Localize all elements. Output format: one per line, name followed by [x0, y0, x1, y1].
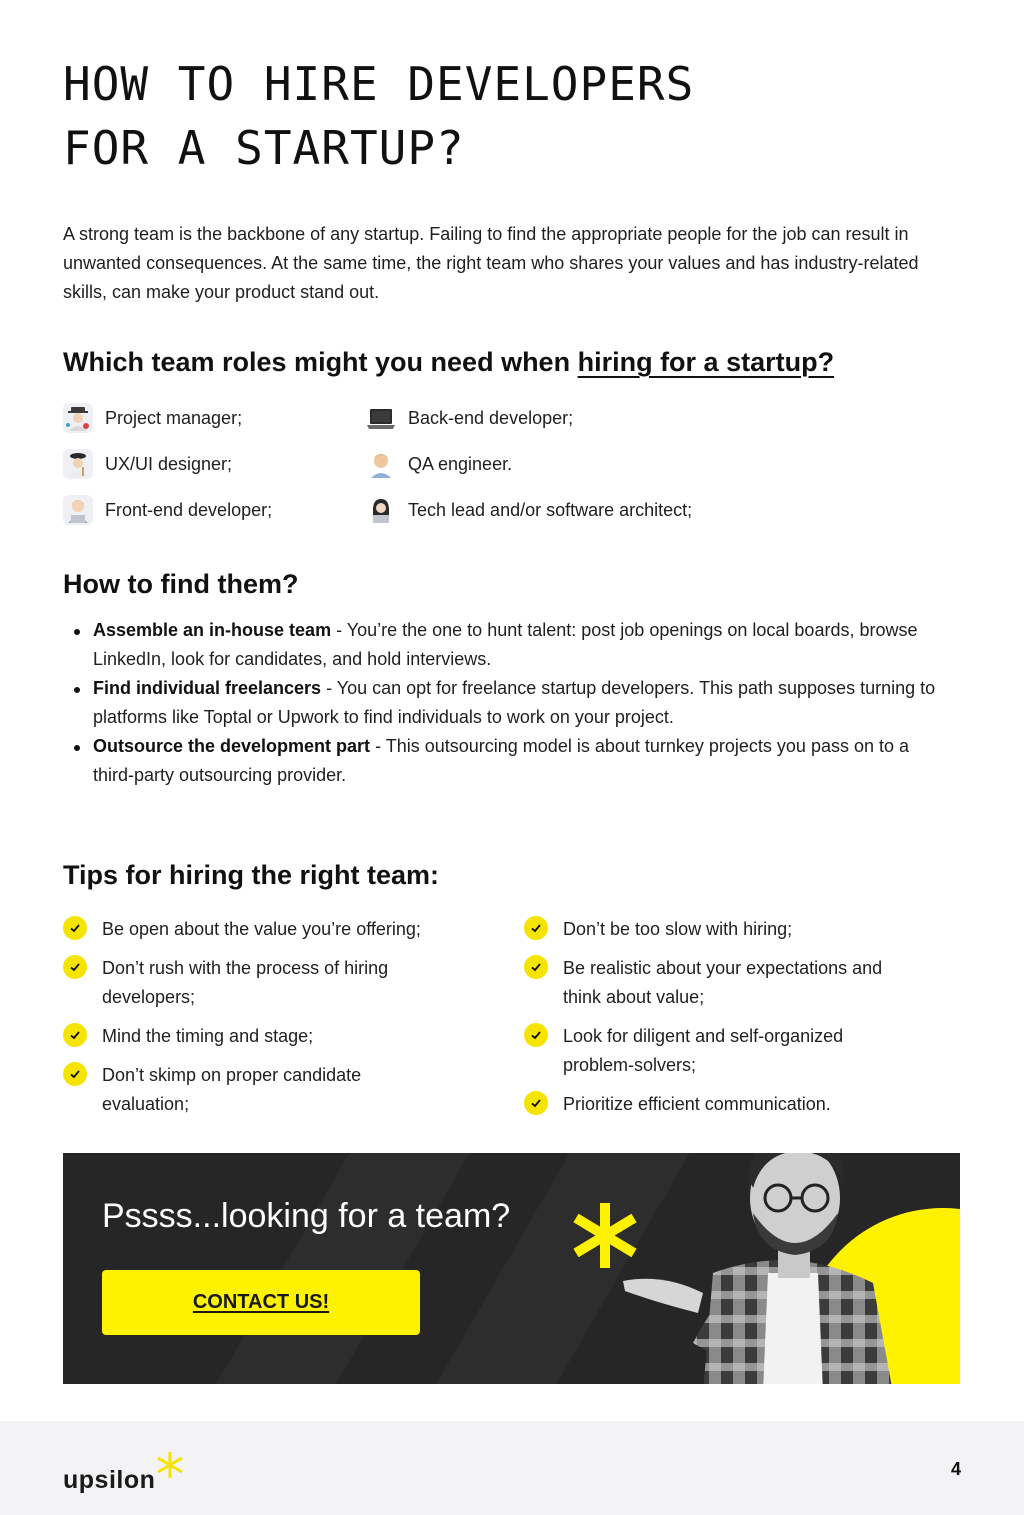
roles-heading-text: Which team roles might you need when: [63, 347, 578, 377]
check-icon: [63, 1023, 87, 1047]
person-photo-image: [553, 1153, 893, 1384]
tip-item: [524, 954, 904, 1012]
tips-right-column: [524, 915, 944, 1129]
tip-item: [524, 1022, 904, 1080]
banner-decoration: [148, 1153, 499, 1384]
tip-text: Don’t rush with the process of hiring developers;: [102, 958, 389, 1007]
tip-item: [63, 954, 483, 1012]
check-icon: [524, 916, 548, 940]
role-label: Back-end developer;: [408, 407, 574, 428]
tips-heading: Tips for hiring the right team:: [63, 860, 440, 890]
tip-text: Be realistic about your expectations and think about value;: [563, 958, 883, 1007]
contact-banner: [63, 1153, 960, 1384]
tip-item: [63, 1022, 483, 1051]
list-item-text: - You can opt for freelance startup developers. This path supposes turning to platforms like Toptal or Upwork to find individuals to work on your project.: [93, 678, 936, 727]
roles-heading: [63, 345, 834, 379]
title-line-1: HOW TO HIRE DEVELOPERS: [63, 57, 695, 111]
title-line-2: FOR A STARTUP?: [63, 121, 465, 175]
upsilon-logo[interactable]: [63, 1451, 184, 1495]
tip-text: Prioritize efficient communication.: [563, 1094, 831, 1114]
woman-technologist-emoji-icon: [366, 495, 396, 525]
list-item-title: Find individual freelancers: [93, 678, 322, 698]
find-list: [63, 616, 943, 790]
tip-text: Be open about the value you’re offering;: [102, 919, 421, 939]
laptop-icon: [366, 403, 396, 433]
technologist-emoji-icon: [63, 495, 93, 525]
page-title: [63, 52, 963, 180]
role-item: [63, 494, 272, 526]
list-item: [63, 674, 943, 732]
logo-text: upsilon: [63, 1466, 156, 1494]
artist-emoji-icon: [63, 449, 93, 479]
list-item-text: - This outsourcing model is about turnkey projects you pass on to a third-party outsourcing provider.: [93, 736, 910, 785]
role-item: [63, 448, 232, 480]
tips-left-column: [63, 915, 483, 1129]
tip-item: [63, 1061, 403, 1119]
check-icon: [63, 1062, 87, 1086]
tip-item: [524, 915, 944, 944]
page-number: 4: [950, 1459, 961, 1479]
list-item-text: - You’re the one to hunt talent: post job openings on local boards, browse LinkedIn, look for candidates, and hold interviews.: [93, 620, 918, 669]
list-item: [63, 732, 943, 790]
tip-text: Look for diligent and self-organized problem-solvers;: [563, 1026, 844, 1075]
list-item: [63, 616, 943, 674]
tip-text: Mind the timing and stage;: [102, 1026, 314, 1046]
role-label: UX/UI designer;: [105, 453, 233, 474]
check-icon: [63, 955, 87, 979]
role-label: Project manager;: [105, 407, 243, 428]
tip-item: [63, 915, 483, 944]
intro-paragraph: A strong team is the backbone of any startup. Failing to find the appropriate people for the job can result in unwanted consequences. At the same time, the right team who shares your values and has industry-related skills, can make your product stand out.: [63, 224, 919, 302]
logo-asterisk-icon: [156, 1451, 184, 1479]
detective-emoji-icon: [63, 403, 93, 433]
hiring-startup-link[interactable]: hiring for a startup?: [577, 347, 835, 377]
role-item: [366, 494, 692, 526]
person-emoji-icon: [366, 449, 396, 479]
list-item-title: Outsource the development part: [93, 736, 371, 756]
tip-text: Don’t be too slow with hiring;: [563, 919, 793, 939]
role-label: QA engineer.: [408, 453, 513, 474]
find-heading: How to find them?: [63, 569, 299, 599]
role-label: Front-end developer;: [105, 499, 273, 520]
tip-item: [524, 1090, 944, 1119]
contact-us-button[interactable]: CONTACT US!: [102, 1270, 420, 1335]
check-icon: [524, 955, 548, 979]
check-icon: [524, 1091, 548, 1115]
role-label: Tech lead and/or software architect;: [408, 499, 693, 520]
role-item: [63, 402, 242, 434]
check-icon: [524, 1023, 548, 1047]
role-item: [366, 448, 512, 480]
tip-text: Don’t skimp on proper candidate evaluation;: [102, 1065, 362, 1114]
role-item: [366, 402, 573, 434]
footer: [0, 1421, 1024, 1515]
banner-title: Pssss...looking for a team?: [102, 1197, 511, 1235]
list-item-title: Assemble an in-house team: [93, 620, 332, 640]
check-icon: [63, 916, 87, 940]
